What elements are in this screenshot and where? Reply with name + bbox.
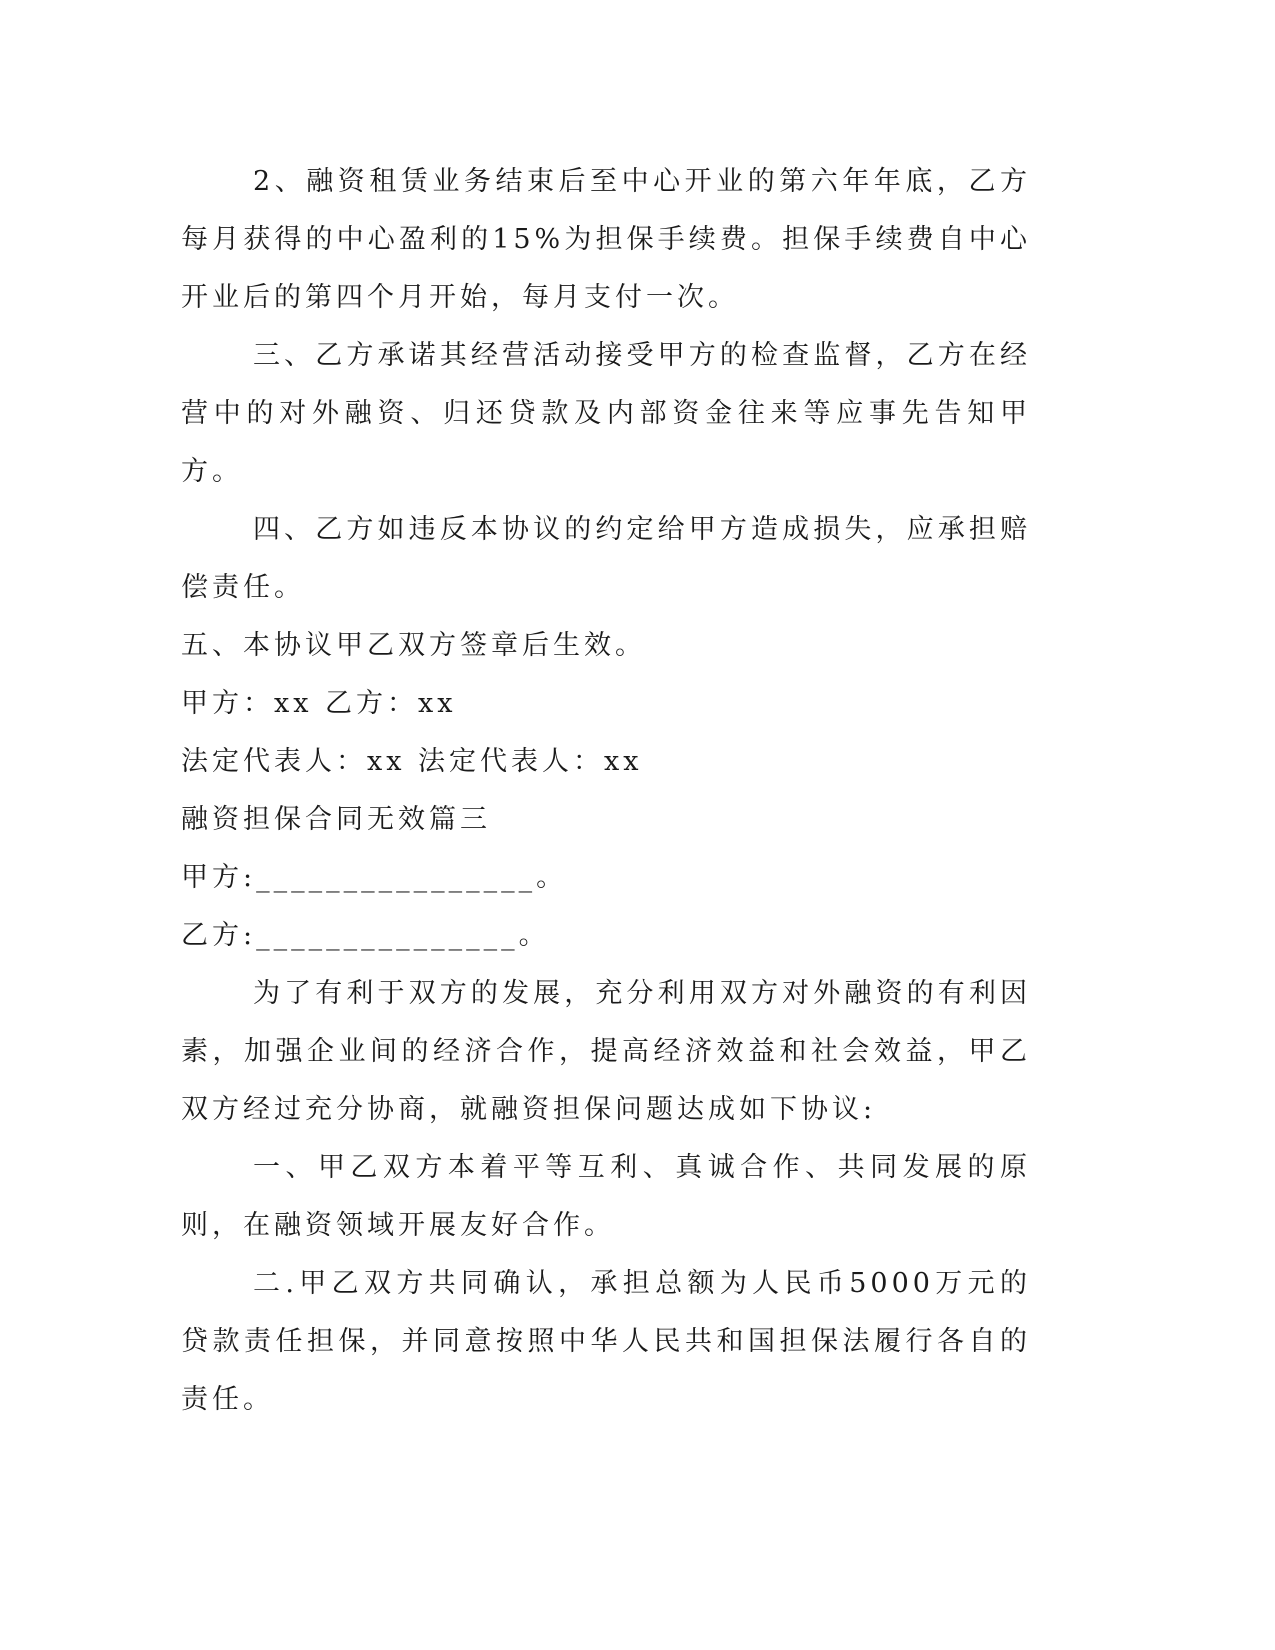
paragraph-preamble: 为了有利于双方的发展，充分利用双方对外融资的有利因素，加强企业间的经济合作，提高经济效益和社会效益，甲乙双方经过充分协商，就融资担保问题达成如下协议: (181, 978, 1031, 1125)
legal-representative-line: 法定代表人：xx 法定代表人：xx (181, 746, 643, 777)
paragraph-clause-four: 四、乙方如违反本协议的约定给甲方造成损失，应承担赔偿责任。 (181, 514, 1031, 603)
section-heading: 融资担保合同无效篇三 (181, 804, 491, 835)
paragraph-clause-three: 三、乙方承诺其经营活动接受甲方的检查监督，乙方在经营中的对外融资、归还贷款及内部资金往来等应事先告知甲方。 (181, 340, 1031, 487)
party-signature-line: 甲方：xx 乙方：xx (181, 688, 457, 719)
party-a-blank: 甲方:________________。 (181, 862, 568, 893)
paragraph-clause-one: 一、甲乙双方本着平等互利、真诚合作、共同发展的原则，在融资领域开展友好合作。 (181, 1152, 1031, 1241)
party-b-blank: 乙方:_______________。 (181, 920, 550, 951)
paragraph-clause-two: 二.甲乙双方共同确认，承担总额为人民币5000万元的贷款责任担保，并同意按照中华人民共和国担保法履行各自的责任。 (181, 1268, 1031, 1415)
document-body (181, 153, 1031, 1429)
paragraph-guarantee-fee: 2、融资租赁业务结束后至中心开业的第六年年底，乙方每月获得的中心盈利的15%为担保手续费。担保手续费自中心开业后的第四个月开始，每月支付一次。 (181, 166, 1031, 313)
paragraph-clause-five: 五、本协议甲乙双方签章后生效。 (181, 630, 646, 661)
